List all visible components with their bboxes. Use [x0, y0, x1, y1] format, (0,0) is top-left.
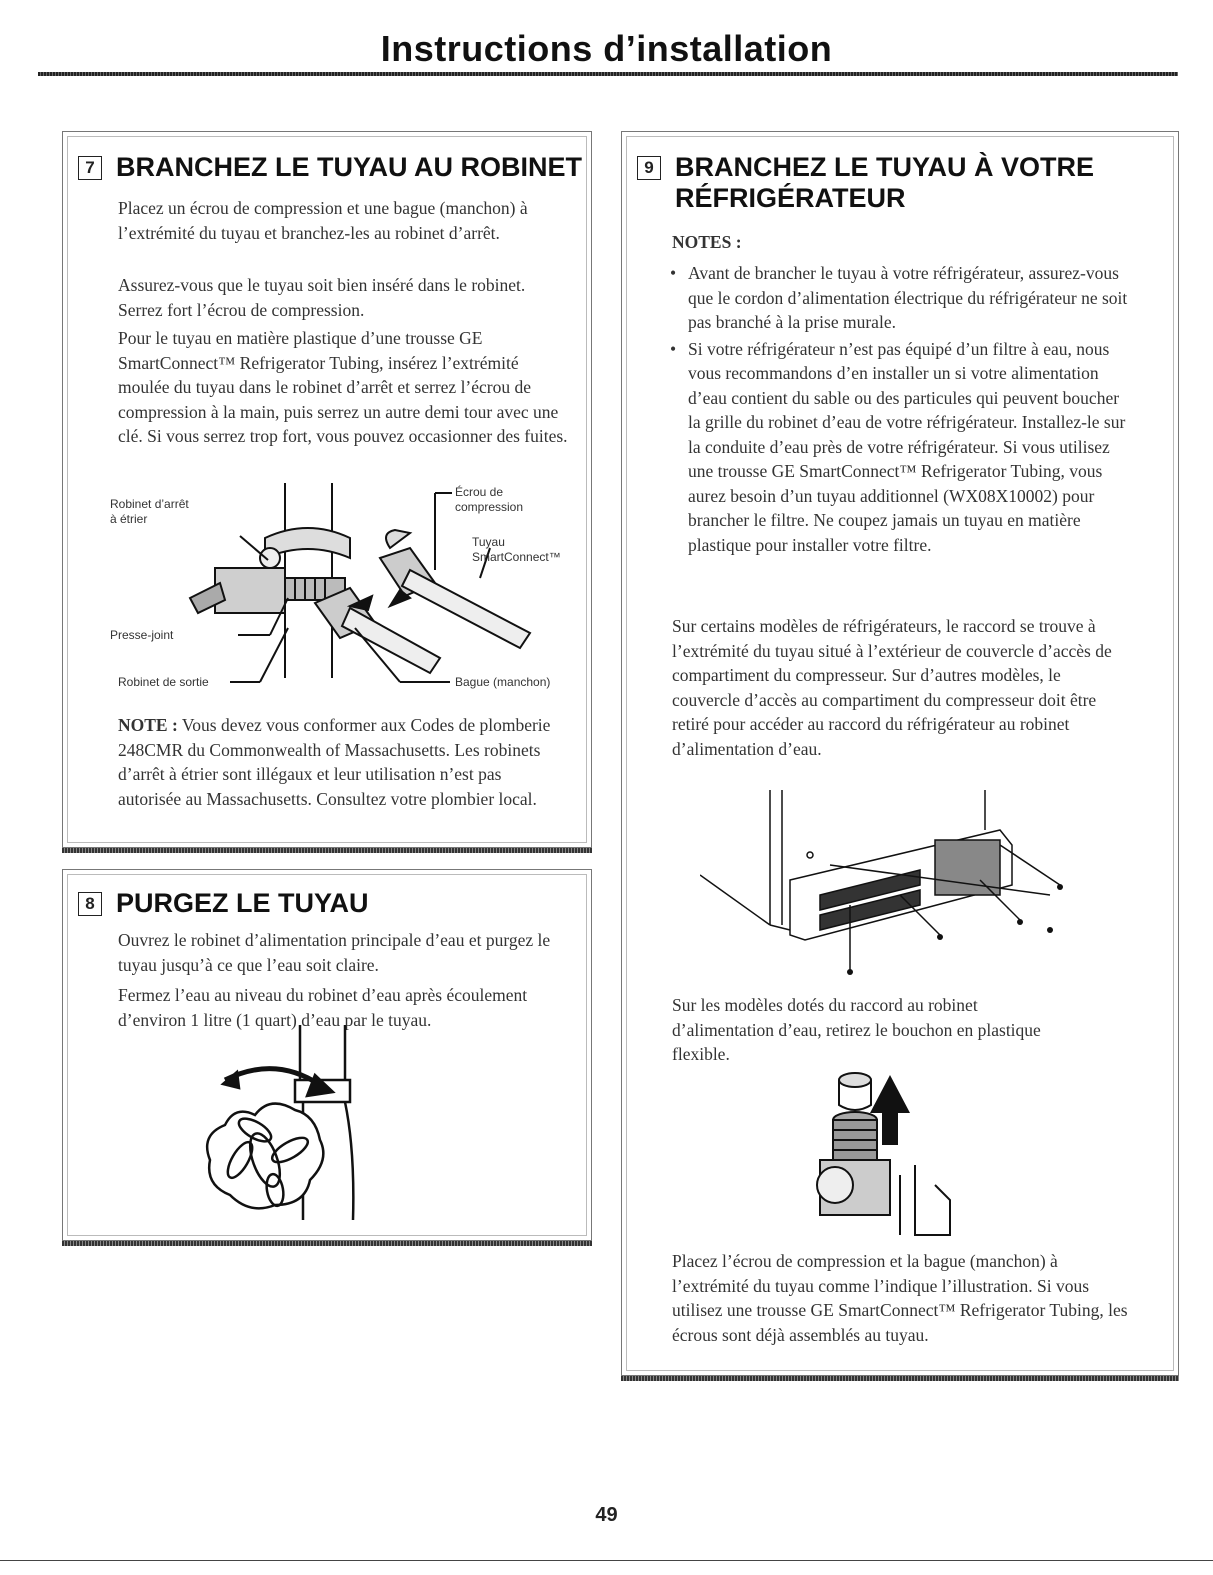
compressor-cover-illustration [700, 785, 1080, 985]
valve-illustration [110, 478, 570, 693]
step9-paragraph-1: Sur certains modèles de réfrigérateurs, le raccord se trouve à l’extrémité du tuyau situé à l’extérieur de couvercle d’accès de compartiment du compresseur. Sur d’autres modèles, le couvercle d’accès au compartiment du compresseur doit être retiré pour accéder au raccord du réfrigérateur au robinet d’alimentation d’eau. [672, 616, 1112, 759]
label-presse-joint: Presse-joint [110, 628, 174, 642]
step9-number: 9 [637, 156, 661, 180]
step9-paragraph-2: Sur les modèles dotés du raccord au robinet d’alimentation d’eau, retirez le bouchon en plastique flexible. [672, 995, 1041, 1064]
valve-handle-illustration [195, 1020, 385, 1230]
step7-paragraph-2: Assurez-vous que le tuyau soit bien inséré dans le robinet. Serrez fort l’écrou de compression. [118, 275, 526, 320]
step9-box-rule [621, 1376, 1179, 1381]
label-compression: compression [455, 500, 524, 514]
plastic-cap-illustration [810, 1065, 970, 1245]
title-rule [38, 72, 1178, 76]
step7-note-label: NOTE : [118, 715, 178, 735]
step7-header [78, 152, 582, 183]
step8-paragraph-2: Fermez l’eau au niveau du robinet d’eau après écoulement d’environ 1 litre (1 quart) d’eau par le tuyau. [118, 985, 528, 1030]
page-number: 49 [595, 1504, 618, 1526]
step7-note-text: Vous devez vous conformer aux Codes de plomberie 248CMR du Commonwealth of Massachusetts. Les robinets d’arrêt à étrier sont illégaux et leur utilisation n’est pas autorisée au Massachusetts. Consultez votre plombier local. [118, 715, 551, 809]
step8-paragraph-1: Ouvrez le robinet d’alimentation principale d’eau et purgez le tuyau jusqu’à ce que l’eau soit claire. [118, 930, 551, 975]
step9-notes-label: NOTES : [672, 232, 742, 252]
step8-box-rule [62, 1241, 592, 1246]
step7-note [118, 713, 558, 811]
label-a-etrier: à étrier [110, 512, 148, 526]
label-tuyau: Tuyau [472, 535, 505, 549]
step9-header [637, 152, 1094, 214]
step7-paragraph-3: Pour le tuyau en matière plastique d’une trousse GE SmartConnect™ Refrigerator Tubing, insérez l’extrémité moulée du tuyau dans le robinet d’arrêt et serrez l’écrou de compression à la main, puis serrez un autre demi tour avec une clé. Si vous serrez trop fort, vous pouvez occasionner des fuites. [118, 328, 568, 446]
label-robinet-arret: Robinet d’arrêt [110, 497, 189, 511]
label-smartconnect: SmartConnect™ [472, 550, 561, 564]
label-robinet-sortie: Robinet de sortie [118, 675, 209, 689]
step9-note-1: • Avant de brancher le tuyau à votre réfrigérateur, assurez-vous que le cordon d’alimentation électrique du réfrigérateur ne soit pas branché à la prise murale. [668, 261, 1128, 335]
bottom-rule [0, 1560, 1213, 1561]
step9-notes-list [668, 261, 1128, 559]
step7-number: 7 [78, 156, 102, 180]
label-bague: Bague (manchon) [455, 675, 551, 689]
step9-paragraph-3: Placez l’écrou de compression et la bague (manchon) à l’extrémité du tuyau comme l’indique l’illustration. Si vous utilisez une trousse GE SmartConnect™ Refrigerator Tubing, les écrous sont déjà assemblés au tuyau. [672, 1251, 1128, 1345]
step7-box-rule [62, 848, 592, 853]
step8-number: 8 [78, 892, 102, 916]
step8-header [78, 888, 369, 919]
step9-title [675, 152, 1094, 214]
step7-title: BRANCHEZ LE TUYAU AU ROBINET [116, 152, 583, 182]
page-title: Instructions d’installation [380, 28, 833, 69]
step9-title-line1: BRANCHEZ LE TUYAU À VOTRE [675, 152, 1095, 182]
step8-title: PURGEZ LE TUYAU [116, 888, 369, 918]
step9-title-line2: RÉFRIGÉRATEUR [675, 183, 906, 213]
step7-paragraph-1: Placez un écrou de compression et une bague (manchon) à l’extrémité du tuyau et branchez-les au robinet d’arrêt. [118, 198, 528, 243]
label-ecrou: Écrou de [455, 485, 504, 499]
step9-note-2: • Si votre réfrigérateur n’est pas équipé d’un filtre à eau, nous vous recommandons d’en installer un si votre alimentation d’eau contient du sable ou des particules qui peuvent boucher la grille du robinet d’eau de votre réfrigérateur. Installez-le sur la conduite d’eau près de votre réfrigérateur. Si vous utilisez une trousse GE SmartConnect™ Refrigerator Tubing, vous aurez besoin d’un tuyau additionnel (WX08X10002) pour brancher le filtre. Ne coupez jamais un tuyau en matière plastique pour installer votre filtre. [668, 337, 1128, 558]
